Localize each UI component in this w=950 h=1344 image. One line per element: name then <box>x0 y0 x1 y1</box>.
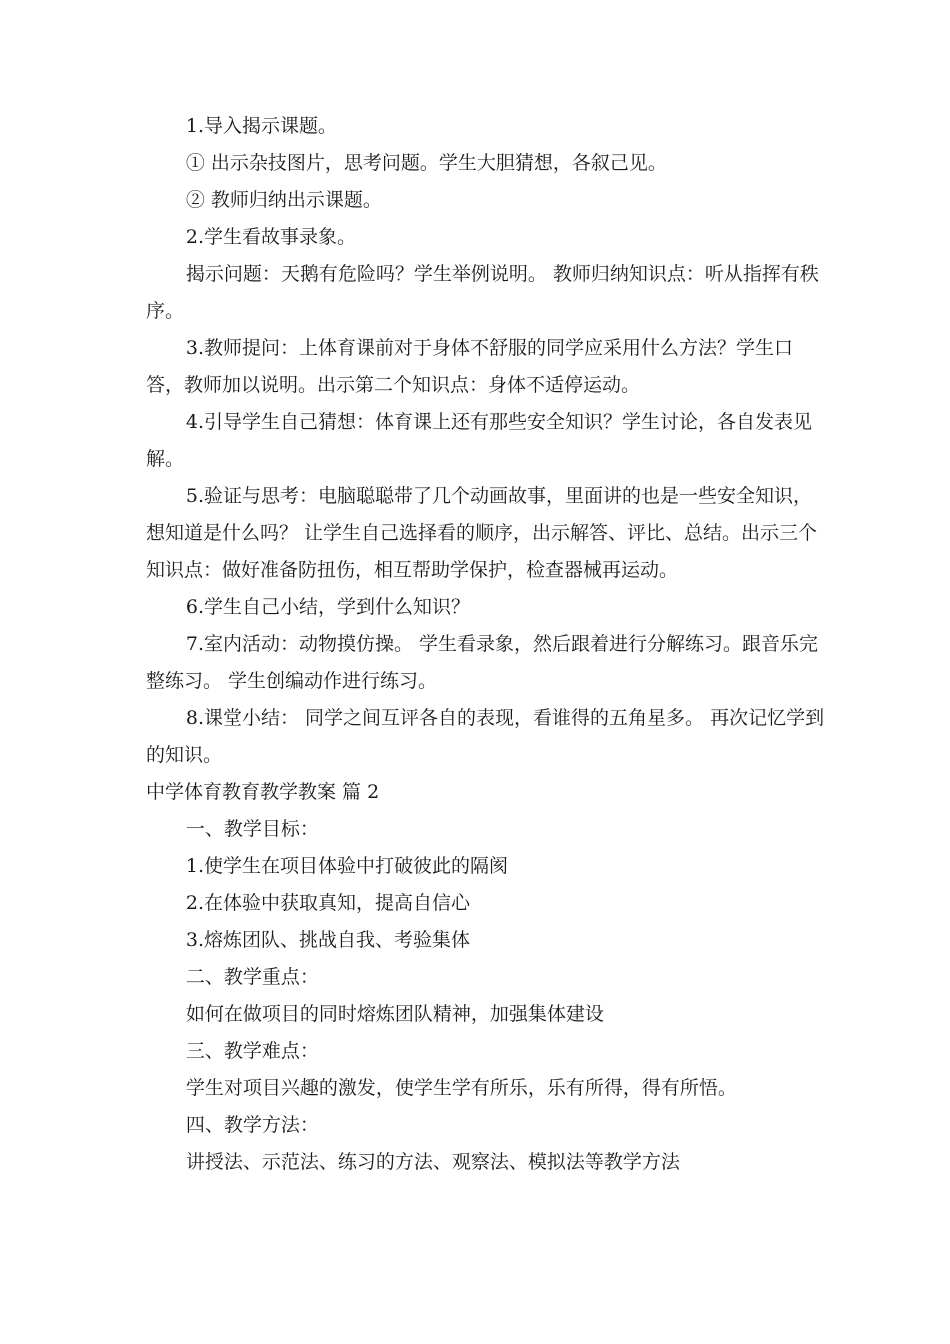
paragraph-16: 3.熔炼团队、挑战自我、考验集体 <box>185 929 471 951</box>
paragraph-8: 5.验证与思考：电脑聪聪带了几个动画故事，里面讲的也是一些安全知识，想知道是什么吗？ 让学生自己选择看的顺序，出示解答、评比、总结。出示三个知识点：做好准备防扭伤，相互帮助学保护，检查器械再运动。 <box>146 485 818 581</box>
paragraph-19: 三、教学难点： <box>185 1040 319 1062</box>
paragraph-21: 四、教学方法： <box>185 1114 319 1136</box>
paragraph-6: 3.教师提问：上体育课前对于身体不舒服的同学应采用什么方法？学生口答，教师加以说明。出示第二个知识点：身体不适停运动。 <box>146 337 794 396</box>
paragraph-11: 8.课堂小结： 同学之间互评各自的表现，看谁得的五角星多。 再次记忆学到的知识。 <box>146 707 825 766</box>
paragraph-9: 6.学生自己小结，学到什么知识？ <box>185 596 471 618</box>
paragraph-18: 如何在做项目的同时熔炼团队精神，加强集体建设 <box>185 1003 604 1025</box>
paragraph-15: 2.在体验中获取真知，提高自信心 <box>185 892 471 914</box>
paragraph-4: 2.学生看故事录象。 <box>185 226 357 248</box>
paragraph-7: 4.引导学生自己猜想：体育课上还有那些安全知识？学生讨论，各自发表见解。 <box>146 411 813 470</box>
paragraph-10: 7.室内活动：动物摸仿操。 学生看录象，然后跟着进行分解练习。跟音乐完整练习。 学生创编动作进行练习。 <box>146 633 819 692</box>
section-heading: 中学体育教育教学教案 篇 2 <box>146 781 380 803</box>
paragraph-14: 1.使学生在项目体验中打破彼此的隔阂 <box>185 855 509 877</box>
paragraph-22: 讲授法、示范法、练习的方法、观察法、模拟法等教学方法 <box>185 1151 680 1173</box>
paragraph-13: 一、教学目标： <box>185 818 319 840</box>
paragraph-5: 揭示问题：天鹅有危险吗？学生举例说明。 教师归纳知识点：听从指挥有秩序。 <box>146 263 819 322</box>
paragraph-20: 学生对项目兴趣的激发，使学生学有所乐，乐有所得，得有所悟。 <box>185 1077 737 1099</box>
document-body <box>146 108 826 1181</box>
paragraph-3: ② 教师归纳出示课题。 <box>185 189 382 211</box>
paragraph-1: 1.导入揭示课题。 <box>185 115 338 137</box>
paragraph-17: 二、教学重点： <box>185 966 319 988</box>
paragraph-2: ① 出示杂技图片，思考问题。学生大胆猜想，各叙己见。 <box>185 152 667 174</box>
